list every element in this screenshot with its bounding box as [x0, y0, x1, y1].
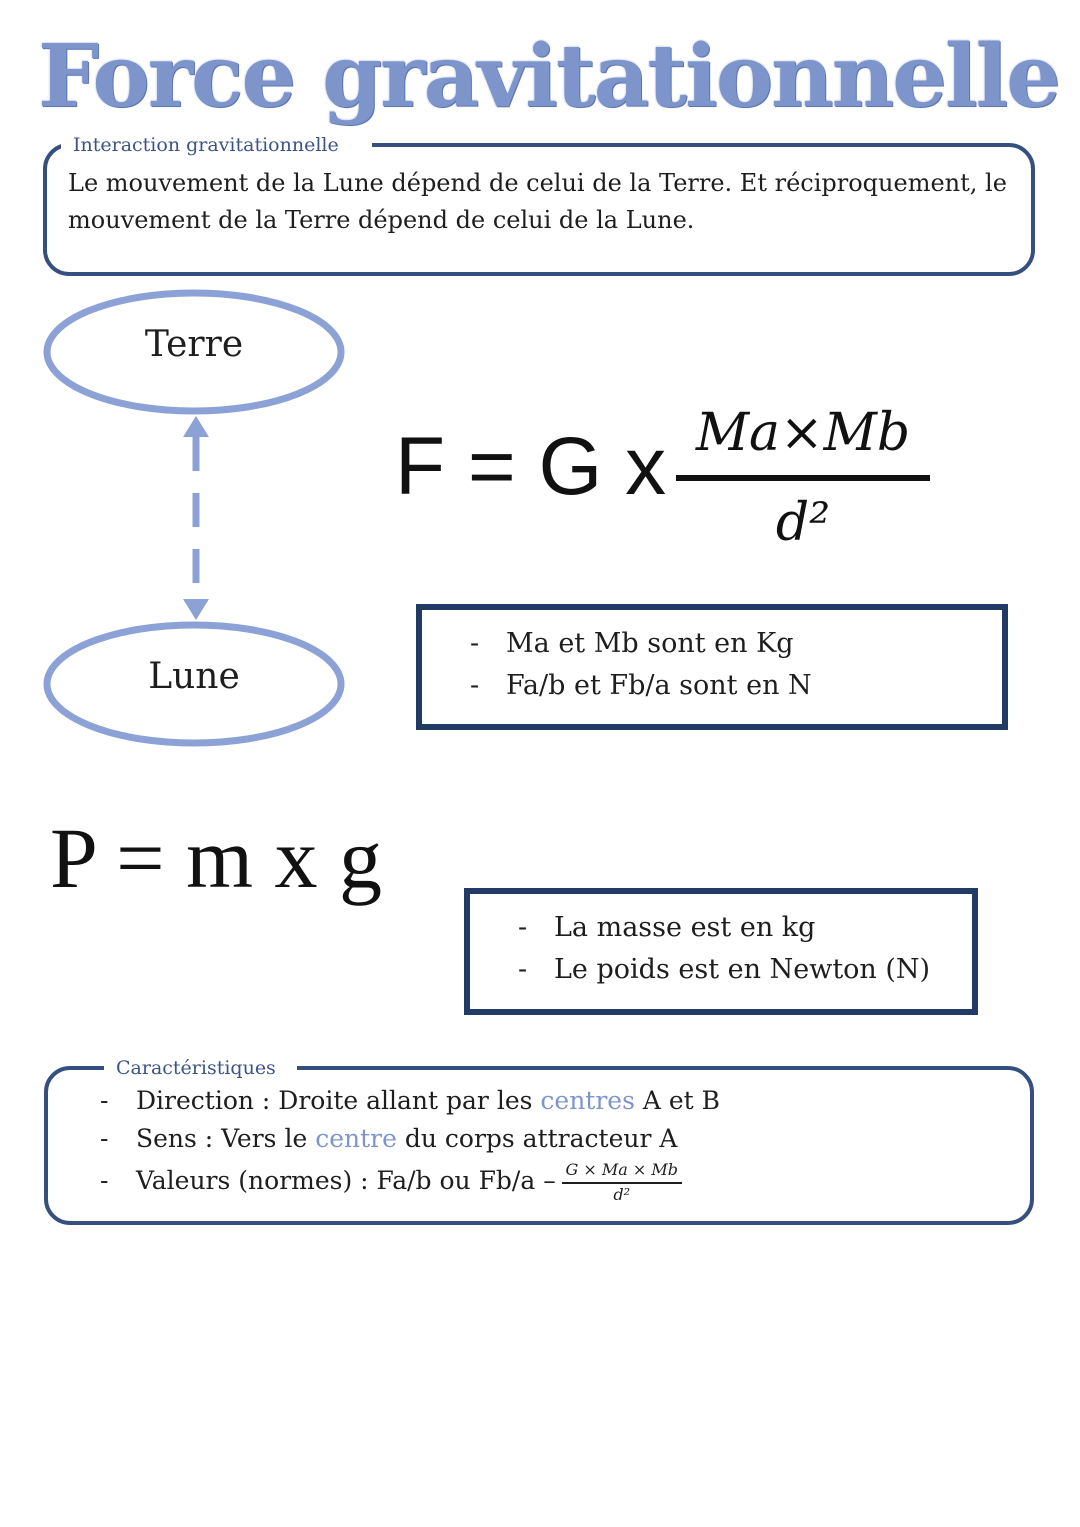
list-item: - Ma et Mb sont en Kg: [470, 628, 794, 659]
weight-box: [464, 888, 978, 1015]
valeurs-fraction: [562, 1161, 682, 1205]
characteristics-section-label: Caractéristiques: [104, 1059, 297, 1078]
list-item: - Direction : Droite allant par les centres A et B: [100, 1086, 721, 1115]
arrow-head-down-icon: [183, 599, 209, 620]
list-item: - Le poids est en Newton (N): [518, 954, 931, 985]
units-note-mass: Ma et Mb sont en Kg: [506, 628, 794, 659]
units-note-force: Fa/b et Fb/a sont en N: [506, 670, 812, 701]
arrow-head-up-icon: [183, 416, 209, 437]
sens-text: Sens : Vers le: [136, 1124, 316, 1153]
list-item: - Valeurs (normes) : Fa/b ou Fb/a – $\frac{G \times Ma \times Mb}{\text{d²}}$: [100, 1158, 720, 1205]
list-item: - Sens : Vers le centre du corps attracteur A: [100, 1124, 678, 1153]
valeurs-text: Valeurs (normes) : Fa/b ou Fb/a –: [136, 1166, 556, 1195]
formula-p: P = m x g: [50, 810, 383, 906]
direction-text-end: A et B: [634, 1086, 721, 1115]
valeurs-denominator: d²: [613, 1184, 631, 1204]
list-item: - La masse est en kg: [518, 912, 816, 943]
formula-f-numerator: Ma×Mb: [695, 403, 911, 463]
sens-text-end: du corps attracteur A: [396, 1124, 678, 1153]
page-title: Force gravitationnelle: [38, 26, 1059, 127]
units-box: [416, 604, 1008, 730]
units-list: [470, 623, 812, 707]
characteristics-list: [100, 1082, 720, 1205]
sens-accent: centre: [315, 1124, 397, 1153]
terre-label: Terre: [144, 324, 244, 365]
interaction-section-label: Interaction gravitationnelle: [61, 136, 372, 155]
interaction-text: Le mouvement de la Lune dépend de celui de la Terre. Et réciproquement, le mouvement de la Terre dépend de celui de la Lune.: [68, 169, 1007, 234]
weight-note-mass: La masse est en kg: [554, 912, 816, 943]
formula-f-denominator: d²: [775, 493, 831, 553]
direction-text: Direction : Droite allant par les: [136, 1086, 541, 1115]
weight-list: [518, 907, 930, 991]
valeurs-numerator: G × Ma × Mb: [565, 1159, 678, 1179]
formula-f-fraction-bar: [676, 475, 930, 481]
direction-accent: centres: [540, 1086, 635, 1115]
weight-note-weight: Le poids est en Newton (N): [554, 954, 931, 985]
formula-f-lhs: F = G x: [395, 421, 667, 512]
lune-label: Lune: [148, 656, 240, 697]
valeurs-fraction-bar: [562, 1182, 682, 1184]
list-item: - Fa/b et Fb/a sont en N: [470, 670, 812, 701]
